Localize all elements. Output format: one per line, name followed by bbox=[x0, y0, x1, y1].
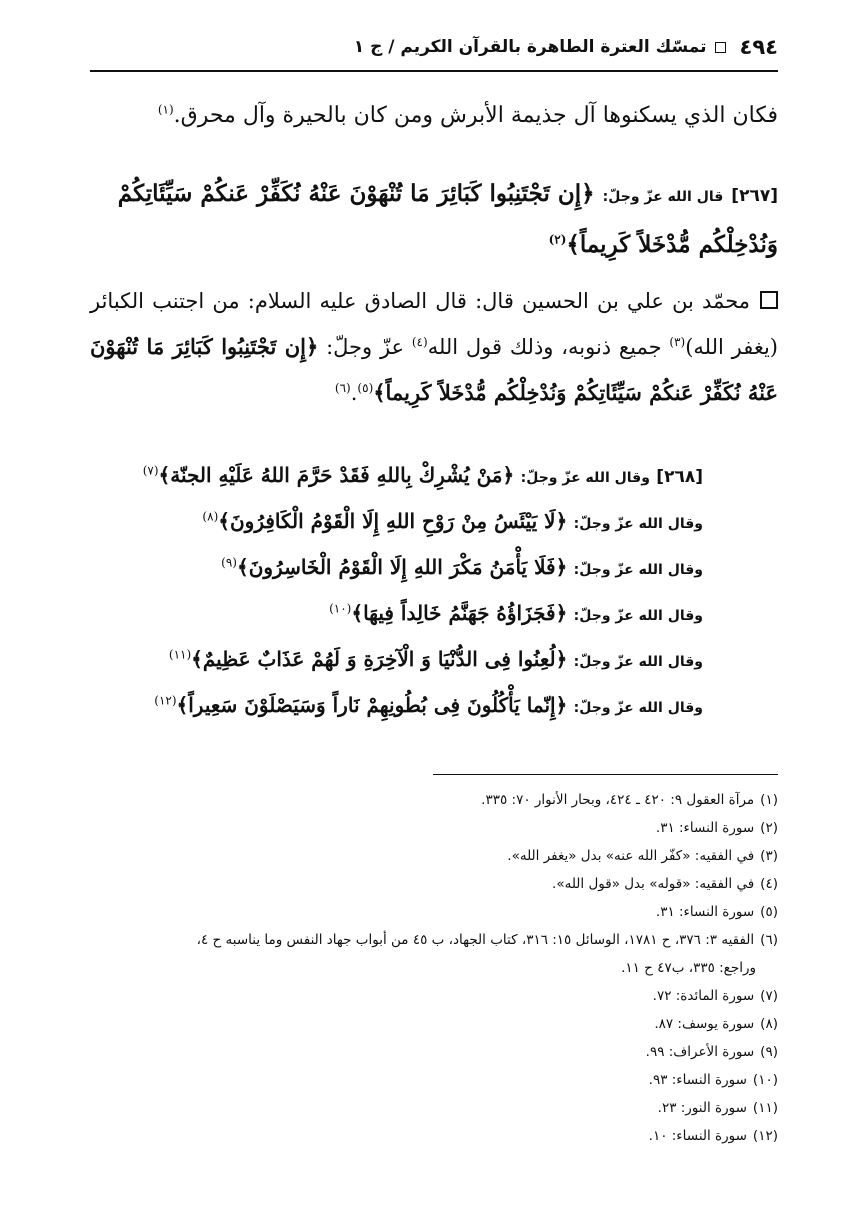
verse-label: وقال الله عزّ وجلّ: bbox=[573, 654, 703, 670]
footnote-number: (٣) bbox=[760, 848, 778, 864]
verse-label: وقال الله عزّ وجلّ: bbox=[573, 608, 703, 624]
verse-label: وقال الله عزّ وجلّ: bbox=[520, 470, 650, 486]
verse-text: ﴿فَجَزَاؤُهُ جَهَنَّمُ خَالِداً فِيهَا﴾ bbox=[351, 601, 568, 625]
hadith-end: . bbox=[350, 381, 358, 405]
header-rule bbox=[90, 70, 778, 72]
hadith-part-1: محمّد بن علي بن الحسين قال: قال الصادق عليه السلام: من اجتنب الكبائر (يغفر الله) bbox=[90, 289, 778, 359]
footnote-ref: (٤) bbox=[411, 335, 428, 349]
footnote-text: مرآة العقول ٩: ٤٢٠ ـ ٤٢٤، وبحار الأنوار ٧٠: ٣٣٥. bbox=[481, 792, 755, 808]
footnote bbox=[90, 842, 778, 870]
footnote-separator bbox=[433, 774, 778, 775]
footnote-number: (١٢) bbox=[752, 1128, 778, 1144]
hadith-paragraph bbox=[90, 278, 778, 416]
footnote-text: سورة النساء: ٩٣. bbox=[648, 1072, 747, 1088]
footnote-text: سورة يوسف: ٨٧. bbox=[654, 1016, 755, 1032]
verse-line bbox=[142, 452, 703, 498]
page-number: ٤٩٤ bbox=[739, 35, 778, 59]
footnote-text: سورة النور: ٢٣. bbox=[657, 1100, 747, 1116]
open-bracket: ﴿ bbox=[581, 180, 595, 207]
verse-label: وقال الله عزّ وجلّ: bbox=[573, 700, 703, 716]
verse-text: ﴿مَنْ يُشْرِكْ بِاللهِ فَقَدْ حَرَّمَ اللهُ عَلَيْهِ الجنّة﴾ bbox=[158, 463, 515, 487]
verse-line bbox=[150, 544, 703, 590]
footnote-number: (٨) bbox=[760, 1016, 778, 1032]
opening-paragraph bbox=[90, 92, 778, 140]
footnote bbox=[90, 982, 778, 1010]
verse-text: ﴿لَا يَيْئَسُ مِنْ رَوْحِ اللهِ إِلَا الْقَوْمُ الْكَافِرُونَ﴾ bbox=[218, 509, 568, 533]
footnote-number: (١٠) bbox=[752, 1072, 778, 1088]
entry-number: [٢٦٨] bbox=[656, 467, 703, 487]
footnote bbox=[90, 870, 778, 898]
verse-block-267 bbox=[90, 170, 778, 269]
verse-label: وقال الله عزّ وجلّ: bbox=[573, 516, 703, 532]
footnote-number: (٩) bbox=[760, 1044, 778, 1060]
footnote bbox=[90, 786, 778, 814]
close-bracket: ﴾ bbox=[566, 231, 580, 258]
footnote-number: (١١) bbox=[752, 1100, 778, 1116]
footnote-text: سورة الأعراف: ٩٩. bbox=[645, 1044, 755, 1060]
verse-text: ﴿فَلَا يَأْمَنُ مَكْرَ اللهِ إِلَا الْقَوْمُ الْخَاسِرُونَ﴾ bbox=[236, 555, 568, 579]
verse-label: قال الله عزّ وجلّ: bbox=[602, 189, 724, 205]
footnote-ref: (٥) bbox=[357, 381, 374, 395]
footnote-text: في الفقيه: «قوله» بدل «قول الله». bbox=[552, 876, 755, 892]
footnote-number: (٤) bbox=[760, 876, 778, 892]
footnote-ref: (٧) bbox=[142, 463, 159, 478]
footnote-number: (٢) bbox=[760, 820, 778, 836]
footnote-ref: (٩) bbox=[221, 555, 237, 570]
footnote bbox=[90, 1094, 778, 1122]
footnote-ref: (٨) bbox=[202, 509, 219, 524]
footnote-ref: (٢) bbox=[548, 232, 567, 247]
footnote-ref: (١٠) bbox=[329, 601, 352, 616]
verse-line bbox=[150, 682, 703, 728]
footnote bbox=[90, 1066, 778, 1094]
square-box-icon bbox=[760, 291, 778, 309]
footnote-text: سورة النساء: ٣١. bbox=[655, 820, 755, 836]
footnote bbox=[90, 814, 778, 842]
verse-line bbox=[150, 590, 703, 636]
footnote-ref: (١١) bbox=[168, 647, 192, 662]
footnote-ref: (٦) bbox=[334, 381, 351, 395]
footnote-number: (٥) bbox=[760, 904, 778, 920]
footnote-text: سورة النساء: ٣١. bbox=[655, 904, 755, 920]
footnote bbox=[90, 1010, 778, 1038]
footnote-continuation: وراجع: ٣٣٥، ب٤٧ ح ١١. bbox=[621, 960, 756, 976]
footnote bbox=[90, 1038, 778, 1066]
footnote-text: الفقيه ٣: ٣٧٦، ح ١٧٨١، الوسائل ١٥: ٣١٦، كتاب الجهاد، ب ٤٥ من أبواب جهاد النفس وما يناسبه ح ٤، bbox=[196, 932, 755, 948]
footnote-number: (٦) bbox=[760, 932, 778, 948]
footnote bbox=[90, 926, 778, 982]
square-ornament-icon bbox=[715, 42, 726, 53]
hadith-part-2: جميع ذنوبه، وذلك قول الله bbox=[427, 335, 670, 359]
footnote bbox=[90, 1122, 778, 1150]
footnote-text: سورة المائدة: ٧٢. bbox=[652, 988, 755, 1004]
footnote-number: (١) bbox=[760, 792, 778, 808]
verse-list-268 bbox=[142, 452, 703, 728]
paragraph-text: فكان الذي يسكنوها آل جذيمة الأبرش ومن كان بالحيرة وآل محرق. bbox=[173, 103, 778, 128]
footnote-text: في الفقيه: «كفّر الله عنه» بدل «يغفر الله». bbox=[507, 848, 755, 864]
footnote-text: سورة النساء: ١٠. bbox=[648, 1128, 747, 1144]
verse-line bbox=[150, 636, 703, 682]
verse-line-2: وَنُدْخِلْكُم مُّدْخَلاً كَرِيماً bbox=[579, 231, 778, 258]
footnote-ref: (٣) bbox=[669, 335, 686, 349]
entry-number: [٢٦٧] bbox=[731, 186, 778, 206]
verse-line-1: إِن تَجْتَنِبُوا كَبَائِرَ مَا تُنْهَوْنَ عَنْهُ نُكَفِّرْ عَنكُمْ سَيِّئَاتِكُمْ bbox=[117, 180, 582, 207]
footnote bbox=[90, 898, 778, 926]
verse-line bbox=[150, 498, 703, 544]
footnote-ref: (١) bbox=[157, 102, 174, 117]
footnote-number: (٧) bbox=[760, 988, 778, 1004]
quran-quote: ﴿إِن تَجْتَنِبُوا كَبَائِرَ مَا تُنْهَوْنَ عَنْهُ نُكَفِّرْ عَنكُمْ سَيِّئَاتِكُمْ وَنُدْخِلْكُم مُّدْخَلاً كَرِيماً﴾ bbox=[90, 334, 778, 405]
hadith-part-3: عزّ وجلّ: bbox=[318, 335, 412, 359]
verse-label: وقال الله عزّ وجلّ: bbox=[573, 562, 703, 578]
book-title: تمسّك العترة الطاهرة بالقرآن الكريم / ج ١ bbox=[353, 37, 707, 57]
verse-text: ﴿إِنّما يَأْكُلُونَ فِى بُطُونِهِمْ نَاراً وَسَيَصْلَوْنَ سَعِيراً﴾ bbox=[176, 693, 568, 717]
footnote-ref: (١٢) bbox=[154, 693, 177, 708]
footnotes bbox=[90, 786, 778, 1150]
verse-text: ﴿لُعِنُوا فِى الدُّنْيَا وَ الْآخِرَةِ وَ لَهُمْ عَذَابٌ عَظِيمٌ﴾ bbox=[191, 647, 568, 671]
running-header bbox=[90, 30, 778, 64]
